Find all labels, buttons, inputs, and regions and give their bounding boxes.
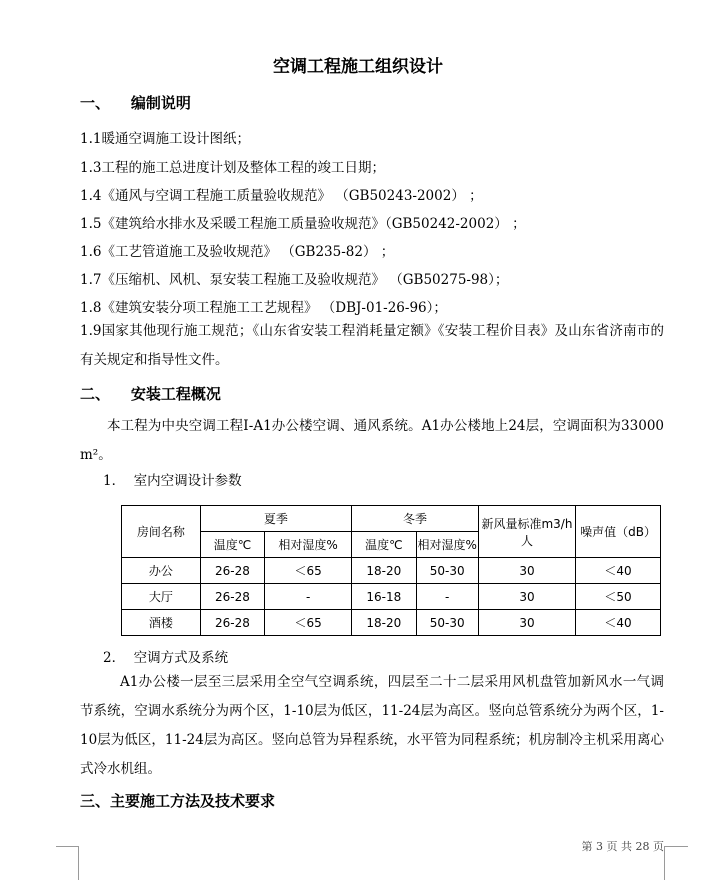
document-title: 空调工程施工组织设计: [273, 57, 443, 77]
design-parameters-table: [121, 505, 661, 636]
header-winter: 冬季: [352, 506, 479, 532]
page-number: 第 3 页 共 28 页: [581, 840, 664, 853]
system-paragraph: A1办公楼一层至三层采用全空气空调系统，四层至二十二层采用风机盘管加新风水一气调节系统，空调水系统分为两个区，1-10层为低区，11-24层为高区。竖向总管系统分为两个区，1-10层为低区，11-24层为高区。竖向总管为异程系统，水平管为同程系统；机房制冷主机采用离心式冷水机组。: [80, 674, 664, 777]
list-item: 1.1暖通空调施工设计图纸；: [80, 131, 250, 147]
header-room: 房间名称: [122, 506, 201, 558]
table-row: [122, 610, 661, 636]
cell-summer-humidity: ＜65: [265, 610, 352, 636]
list-item: 1.5《建筑给水排水及采暖工程施工质量验收规范》（GB50242-2002） ；: [80, 216, 526, 232]
cell-room: 办公: [122, 558, 201, 584]
crop-mark: [664, 846, 665, 880]
crop-mark: [664, 846, 688, 847]
cell-room: 酒楼: [122, 610, 201, 636]
cell-summer-humidity: ＜65: [265, 558, 352, 584]
table-row: [122, 558, 661, 584]
list-item: 1.8《建筑安装分项工程施工工艺规程》 （DBJ-01-26-96）；: [80, 300, 447, 316]
cell-fresh-air: 30: [478, 610, 575, 636]
cell-summer-humidity: -: [265, 584, 352, 610]
section-heading-3: 三、主要施工方法及技术要求: [80, 792, 276, 810]
list-item: 1.7《压缩机、风机、泵安装工程施工及验收规范》 （GB50275-98）；: [80, 272, 509, 288]
section-heading-1: 一、 编制说明: [80, 94, 191, 112]
cell-noise: ＜40: [576, 558, 661, 584]
header-summer: 夏季: [200, 506, 351, 532]
header-winter-humidity: 相对湿度%: [416, 532, 478, 558]
cell-fresh-air: 30: [478, 584, 575, 610]
header-summer-humidity: 相对湿度%: [265, 532, 352, 558]
cell-fresh-air: 30: [478, 558, 575, 584]
header-fresh-air: 新风量标准m3/h 人: [478, 506, 575, 558]
list-item: 1.6《工艺管道施工及验收规范》 （GB235-82） ；: [80, 244, 395, 260]
list-item: 1.3工程的施工总进度计划及整体工程的竣工日期；: [80, 160, 385, 176]
cell-summer-temp: 26-28: [200, 610, 264, 636]
crop-mark: [56, 846, 78, 847]
cell-room: 大厅: [122, 584, 201, 610]
list-item: 1.4《通风与空调工程施工质量验收规范》 （GB50243-2002） ；: [80, 188, 483, 204]
list-item: 1.9国家其他现行施工规范；《山东省安装工程消耗量定额》《安装工程价目表》及山东省济南市的有关规定和指导性文件。: [80, 323, 664, 368]
cell-winter-temp: 16-18: [352, 584, 416, 610]
cell-winter-humidity: 50-30: [416, 558, 478, 584]
cell-noise: ＜40: [576, 610, 661, 636]
cell-winter-humidity: -: [416, 584, 478, 610]
subsection-heading-2: 2． 空调方式及系统: [103, 650, 229, 666]
overview-paragraph: 本工程为中央空调工程Ⅰ-A1办公楼空调、通风系统。A1办公楼地上24层，空调面积为33000 m²。: [80, 418, 664, 463]
cell-winter-humidity: 50-30: [416, 610, 478, 636]
subsection-heading-1: 1． 室内空调设计参数: [103, 473, 242, 489]
cell-winter-temp: 18-20: [352, 558, 416, 584]
cell-summer-temp: 26-28: [200, 558, 264, 584]
table-row: [122, 584, 661, 610]
header-winter-temp: 温度℃: [352, 532, 416, 558]
header-noise: 噪声值（dB）: [576, 506, 661, 558]
header-summer-temp: 温度℃: [200, 532, 264, 558]
cell-summer-temp: 26-28: [200, 584, 264, 610]
cell-winter-temp: 18-20: [352, 610, 416, 636]
cell-noise: ＜50: [576, 584, 661, 610]
crop-mark: [78, 846, 79, 880]
section-heading-2: 二、 安装工程概况: [80, 385, 221, 403]
